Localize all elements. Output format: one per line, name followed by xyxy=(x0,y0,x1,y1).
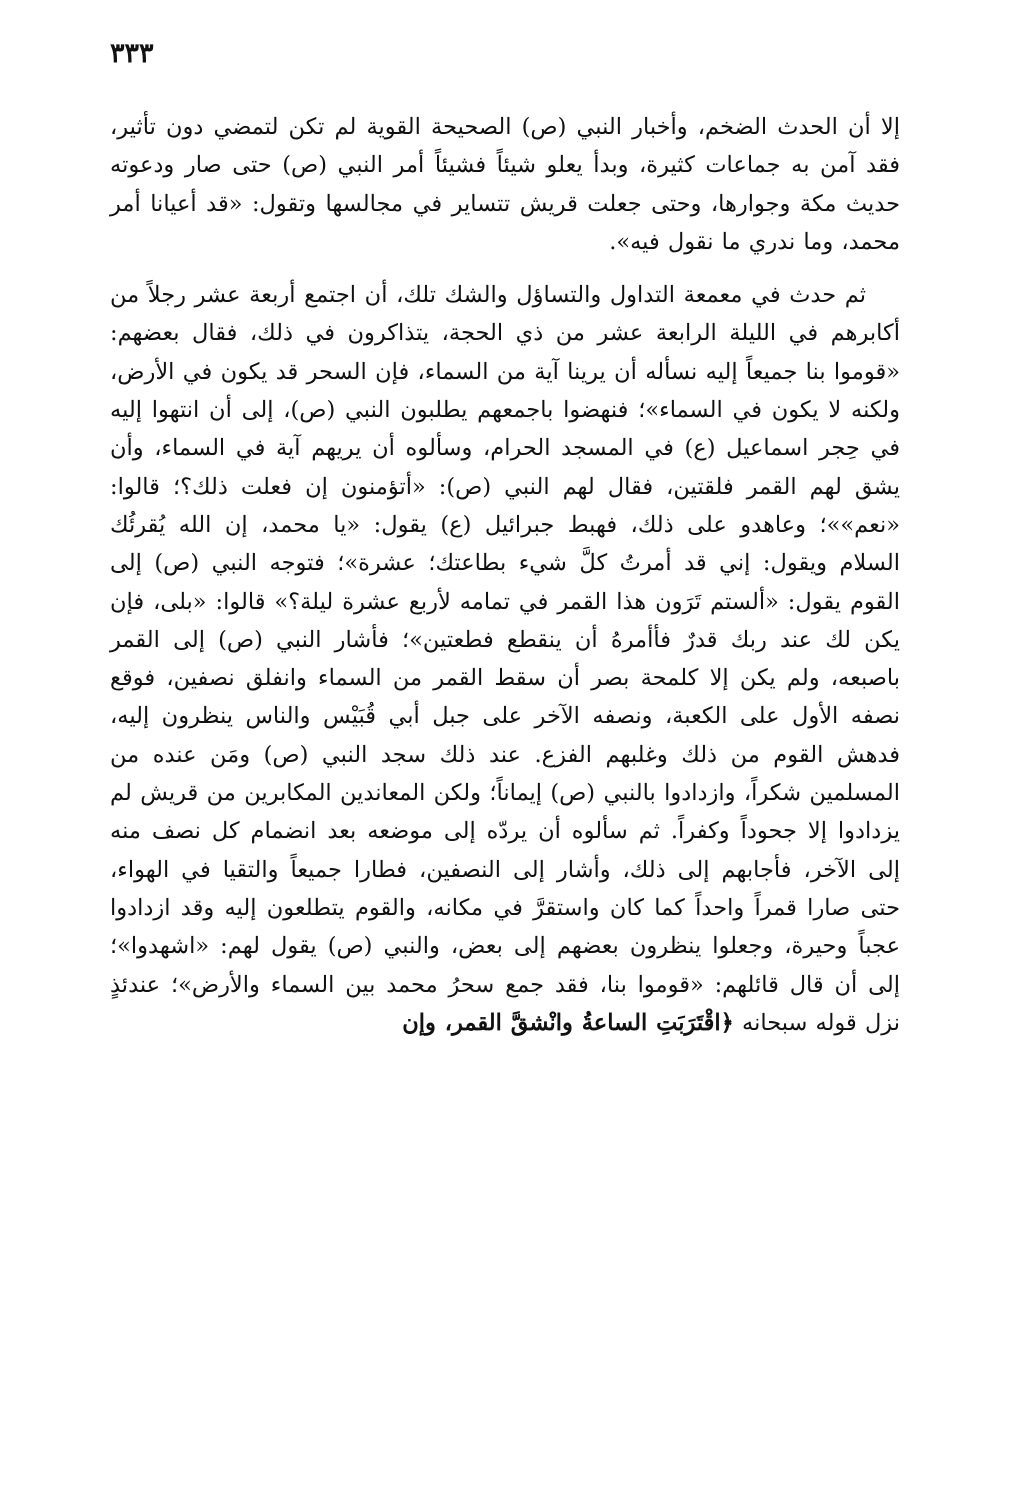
paragraph-2-text: ثم حدث في معمعة التداول والتساؤل والشك تلك، أن اجتمع أربعة عشر رجلاً من أكابرهم في الليلة الرابعة عشر من ذي الحجة، يتذاكرون في ذلك، فقال بعضهم: «قوموا بنا جميعاً إليه نسأله أن يرينا آية من السماء، فإن السحر قد يكون في الأرض، ولكنه لا يكون في السماء»؛ فنهضوا باجمعهم يطلبون النبي (ص)، إلى أن انتهوا إليه في حِجر اسماعيل (ع) في المسجد الحرام، وسألوه أن يريهم آية في السماء، وأن يشق لهم القمر فلقتين، فقال لهم النبي (ص): «أتؤمنون إن فعلت ذلك؟؛ قالوا: «نعم»»؛ وعاهدو على ذلك، فهبط جبرائيل (ع) يقول: «يا محمد، إن الله يُقرئُك السلام ويقول: إني قد أمرتُ كلَّ شيء بطاعتك؛ عشرة»؛ فتوجه النبي (ص) إلى القوم يقول: «ألستم تَرَون هذا القمر في تمامه لأربع عشرة ليلة؟» قالوا: «بلى، فإن يكن لك عند ربك قدرٌ فأأمرهُ أن ينقطع فطعتين»؛ فأشار النبي (ص) إلى القمر باصبعه، ولم يكن إلا كلمحة بصر أن سقط القمر من السماء وانفلق نصفين، فوقع نصفه الأول على الكعبة، ونصفه الآخر على جبل أبي قُبَيْس والناس ينظرون إليه، فدهش القوم من ذلك وغلبهم الفزع. عند ذلك سجد النبي (ص) ومَن عنده من المسلمين شكراً، وازدادوا بالنبي (ص) إيماناً؛ ولكن المعاندين المكابرين من قريش لم يزدادوا إلا جحوداً وكفراً. ثم سألوه أن يردّه إلى موضعه بعد انضمام كل نصف منه إلى الآخر، فأجابهم إلى ذلك، وأشار إلى النصفين، فطارا جميعاً والتقيا في الهواء، حتى صارا قمراً واحداً كما كان واستقرَّ في مكانه، والقوم يتطلعون إليه وقد ازدادوا عجباً وحيرة، وجعلوا ينظرون بعضهم إلى بعض، والنبي (ص) يقول لهم: «اشهدوا»؛ إلى أن قال قائلهم: «قوموا بنا، فقد جمع سحرُ محمد بين السماء والأرض»؛ عندئذٍ نزل قوله سبحانه xyxy=(110,282,900,1036)
paragraph-1: إلا أن الحدث الضخم، وأخبار النبي (ص) الصحيحة القوية لم تكن لتمضي دون تأثير، فقد آمن به جماعات كثيرة، وبدأ يعلو شيئاً فشيئاً أمر النبي (ص) حتى صار ودعوته حديث مكة وجوارها، وحتى جعلت قريش تتساير في مجالسها وتقول: «قد أعيانا أمر محمد، وما ندري ما نقول فيه». xyxy=(110,114,900,255)
page-number: ٣٣٣ xyxy=(110,38,154,69)
quran-quote: ﴿اقْتَرَبَتِ الساعةُ وانْشقَّ القمر، وإن xyxy=(402,1009,734,1036)
paragraph-2 xyxy=(110,276,900,1042)
body-text xyxy=(110,108,900,1042)
